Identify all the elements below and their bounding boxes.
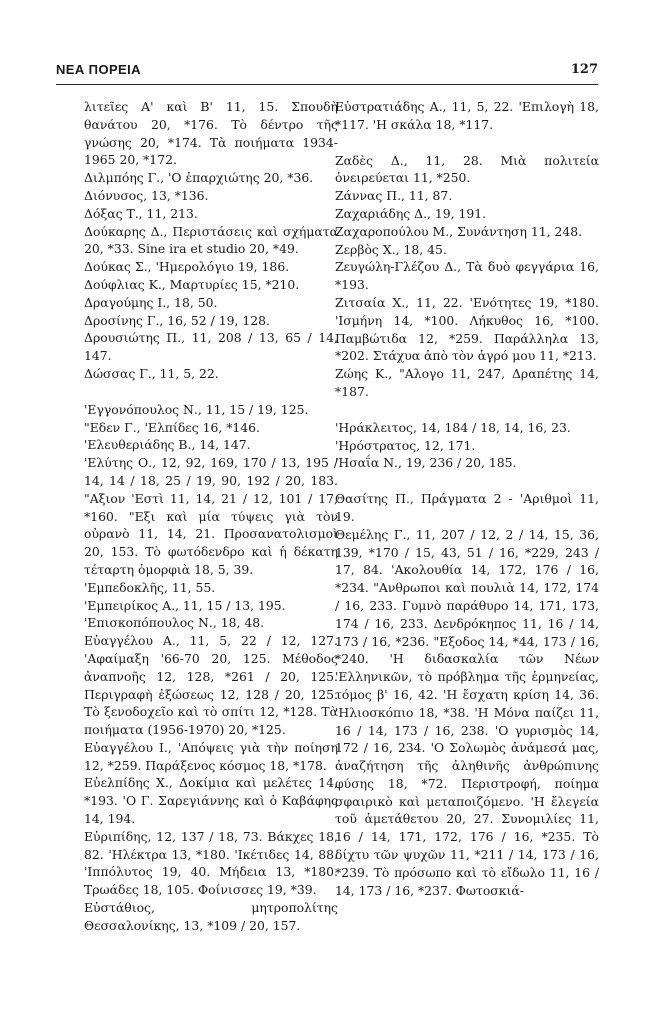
page-header <box>56 62 598 82</box>
section-gap <box>335 472 599 490</box>
index-entry: Εὐριπίδης, 12, 137 / 18, 73. Βάκχες 18, 82. 'Ηλέκτρα 13, *180. 'Ικέτιδες 14, 88. 'Ιππόλυτος 19, 40. Μήδεια 13, *180. Τρωάδες 18, 105. Φοίνισσες 19, *39. <box>84 828 338 898</box>
index-entry: 'Ηρόστρατος, 12, 171. <box>335 437 476 453</box>
index-entry: "Εδεν Γ., 'Ελπίδες 16, *146. <box>84 419 260 435</box>
index-entry: Δώσσας Γ., 11, 5, 22. <box>84 365 219 381</box>
index-entry: 'Εμπεδοκλῆς, 11, 55. <box>84 579 216 595</box>
index-entry: Εὐστρατιάδης Α., 11, 5, 22. 'Επιλογὴ 18, *117. 'Η σκάλα 18, *117. <box>335 99 599 132</box>
index-entry: 'Επισκοπόπουλος Ν., 18, 48. <box>84 615 265 631</box>
page-number: 127 <box>570 62 598 77</box>
index-entry: Ζιτσαία Χ., 11, 22. 'Ενότητες 19, *180. 'Ισμήνη 14, *100. Λήκυθος 16, *100. Παμβώτιδα 12, *259. Παράλληλα 13, *202. Στάχυα ἀπὸ τὸν ἀγρό μου 11, *213. <box>335 294 599 364</box>
index-entry: Δόξας Τ., 11, 213. <box>84 205 198 221</box>
index-entry: 'Ελευθεριάδης Β., 14, 147. <box>84 437 251 453</box>
header-rule <box>56 84 598 85</box>
running-head: ΝΕΑ ΠΟΡΕΙΑ <box>56 62 141 77</box>
index-entry: Δούκας Σ., 'Ημερολόγιο 19, 186. <box>84 259 290 275</box>
index-entry: Εὐαγγέλου Ι., 'Απόψεις γιὰ τὴν ποίηση 12, *259. Παράξενος κόσμος 18, *178. <box>84 739 338 773</box>
index-entry: Ζαδὲς Δ., 11, 28. Μιὰ πολιτεία ὀνειρεύεται 11, *250. <box>335 152 599 186</box>
index-entry: Ζώης Κ., "Αλογο 11, 247, Δραπέτης 14, *187. <box>335 366 599 399</box>
index-entry: Διλμπόης Γ., 'Ο ἐπαρχιώτης 20, *36. <box>84 170 314 186</box>
right-column <box>335 98 599 899</box>
left-column <box>84 98 338 935</box>
index-entry: 'Εμπειρίκος Α., 11, 15 / 13, 195. <box>84 597 286 613</box>
index-entry: Εὐαγγέλου Α., 11, 5, 22 / 12, 127. 'Αφαίμαξη '66-70 20, 125. Μέθοδος ἀναπνοῆς 12, 128, *261 / 20, 125. Περιγραφὴ ἐξώσεως 12, 128 / 20, 125. Τὸ ξενοδοχεῖο καὶ τὸ σπίτι 12, *128. Τὰ ποιήματα (1956-1970) 20, *125. <box>84 633 338 738</box>
index-entry: Δρουσιώτης Π., 11, 208 / 13, 65 / 14, 147. <box>84 330 338 364</box>
index-entry: 'Ησαΐα Ν., 19, 236 / 20, 185. <box>335 455 517 471</box>
index-entry: Ζάννας Π., 11, 87. <box>335 188 453 204</box>
index-entry: λιτεῖες Α' καὶ Β' 11, 15. Σπουδὴ θανάτου 20, *176. Τὸ δέντρο τῆς γνώσης 20, *174. Τὰ ποιήματα 1934-1965 20, *172. <box>84 99 338 168</box>
index-entry: Δροσίνης Γ., 16, 52 / 19, 128. <box>84 312 270 328</box>
index-entry: Θεμέλης Γ., 11, 207 / 12, 2 / 14, 15, 36, 139, *170 / 15, 43, 51 / 16, *229, 243 / 17, 84. 'Ακολουθία 14, 172, 176 / 16, *234. "Ανθρωποι καὶ πουλιὰ 14, 172, 174 / 16, 233. Γυμνὸ παράθυρο 14, 171, 173, 174 / 16, 233. Δενδρόκηπος 11, 16 / 14, 173 / 16, *236. "Εξοδος 14, *44, 173 / 16, *240. 'Η διδασκαλία τῶν Νέων 'Ελληνικῶν, τὸ πρόβλημα τῆς ἑρμηνείας, τόμος β' 16, 42. 'Η ἔσχατη κρίση 14, 36. 'Ηλιοσκόπιο 18, *38. 'Η Μόνα παίζει 11, 16 / 14, 173 / 16, 238. 'Ο γυρισμὸς 14, 172 / 16, 234. 'Ο Σολωμὸς ἀνάμεσά μας, ἀναζήτηση τῆς ἀληθινῆς ἀνθρώπινης φύσης 18, *72. Περιστροφή, ποίημα σφαιρικὸ καὶ μεταποιζόμενο. 'Η ἔλεγεία τοῦ ἀμετάθετου 20, 27. Συνομιλίες 11, 16 / 14, 171, 172, 176 / 16, *235. Τὸ δίχτυ τῶν ψυχῶν 11, *211 / 14, 173 / 16, *239. Τὸ πρόσωπο καὶ τὸ εἴδωλο 11, 16 / 14, 173 / 16, *237. Φωτοσκιά- <box>335 526 599 898</box>
index-entry: Ζαχαριάδης Δ., 19, 191. <box>335 205 487 221</box>
index-entry: Ζερβὸς Χ., 18, 45. <box>335 241 447 257</box>
section-gap <box>335 134 599 152</box>
index-entry: Δούκαρης Δ., Περιστάσεις καὶ σχήματα 20, *33. Sine ira et studio 20, *49. <box>84 223 338 257</box>
index-entry: Θασίτης Π., Πράγματα 2 - 'Αριθμοὶ 11, 19. <box>335 491 599 524</box>
section-gap <box>84 383 338 401</box>
section-gap <box>335 401 599 419</box>
index-entry: Διόνυσος, 13, *136. <box>84 187 209 203</box>
index-entry: Εὐελπίδης Χ., Δοκίμια καὶ μελέτες 14, *193. 'Ο Γ. Σαρεγιάννης καὶ ὁ Καβάφης 14, 194. <box>84 775 338 827</box>
index-entry: 'Ελύτης Ο., 12, 92, 169, 170 / 13, 195 / 14, 14 / 18, 25 / 19, 90, 192 / 20, 183. "Αξιον 'Εστὶ 11, 14, 21 / 12, 101 / 17, *160. "Εξι καὶ μία τύψεις γιὰ τὸν οὐρανὸ 11, 14, 21. Προσανατολισμοὶ 20, 153. Τὸ φωτόδενδρο καὶ ἡ δέκατη τέταρτη ὀμορφιὰ 18, 5, 39. <box>84 455 338 577</box>
index-entry: Δραγούμης Ι., 18, 50. <box>84 294 218 310</box>
index-entry: Εὐστάθιος, μητροπολίτης Θεσσαλονίκης, 13, *109 / 20, 157. <box>84 900 338 933</box>
index-entry: 'Ηράκλειτος, 14, 184 / 18, 14, 16, 23. <box>335 419 571 435</box>
index-entry: Δούφλιας Κ., Μαρτυρίες 15, *210. <box>84 276 300 292</box>
index-entry: 'Εγγονόπουλος Ν., 11, 15 / 19, 125. <box>84 401 309 417</box>
index-entry: Ζαχαροπούλου Μ., Συνάντηση 11, 248. <box>335 223 583 239</box>
index-entry: Ζευγώλη-Γλέζου Δ., Τὰ δυὸ φεγγάρια 16, *193. <box>335 259 599 293</box>
